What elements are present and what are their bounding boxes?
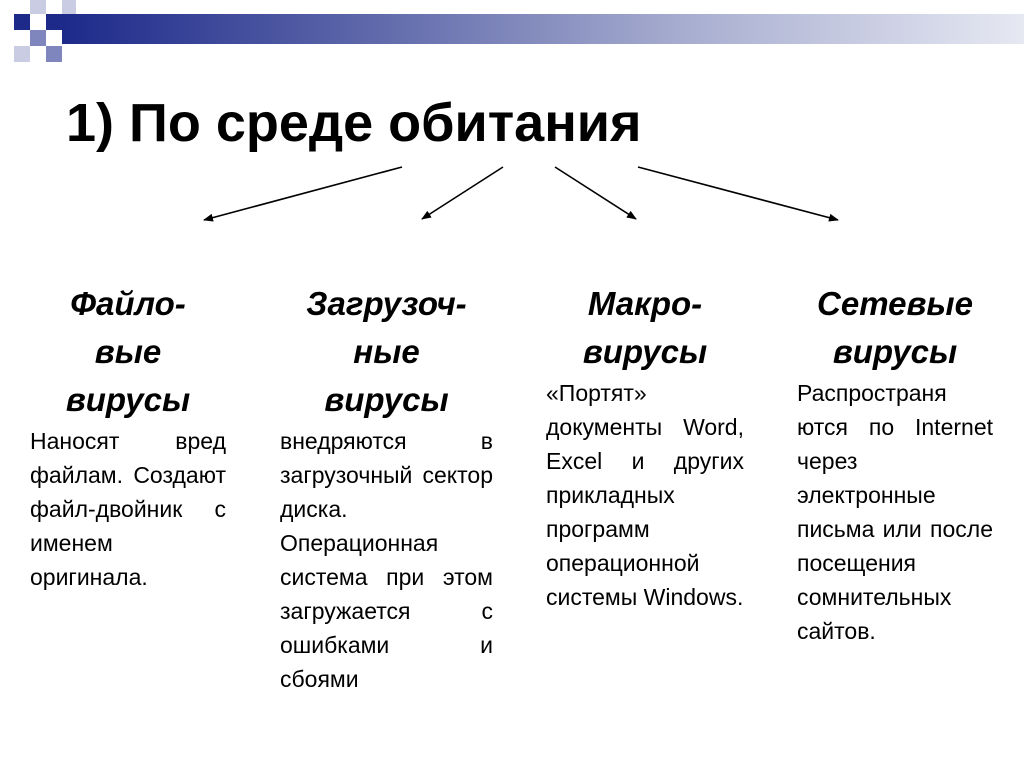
column-description: Распространя ются по Internet через электронные письма или после посещения сомнительных сайтов. [797, 380, 993, 644]
column-heading: Макро- вирусы [582, 285, 708, 370]
decor-square [30, 30, 46, 46]
decorative-header-band [0, 0, 1024, 62]
decor-square [14, 14, 30, 30]
column-macro-viruses [546, 280, 744, 614]
decor-square [14, 46, 30, 62]
decor-square [30, 0, 46, 14]
arrow-to-file-viruses [204, 167, 402, 220]
decor-square [46, 46, 62, 62]
gradient-bar [62, 14, 1024, 44]
column-description: Наносят вред файлам. Создают файл-двойник с именем оригинала. [30, 428, 226, 590]
slide-title: 1) По среде обитания [66, 93, 642, 153]
column-description: «Портят» документы Word, Excel и других прикладных программ операционной системы Windows. [546, 380, 744, 610]
column-network-viruses [797, 280, 993, 648]
arrow-to-macro-viruses [555, 167, 636, 219]
decor-square [46, 14, 62, 30]
decor-square [62, 0, 76, 14]
column-boot-viruses [280, 280, 493, 696]
column-file-viruses [30, 280, 226, 594]
column-heading: Загрузоч- ные вирусы [306, 285, 467, 418]
arrow-to-network-viruses [638, 167, 838, 220]
arrow-to-boot-viruses [422, 167, 503, 219]
column-heading: Файло- вые вирусы [65, 285, 191, 418]
column-heading: Сетевые вирусы [817, 285, 973, 370]
column-description: внедряются в загрузочный сектор диска. Операционная система при этом загружается с ошибками и сбоями [280, 428, 493, 692]
